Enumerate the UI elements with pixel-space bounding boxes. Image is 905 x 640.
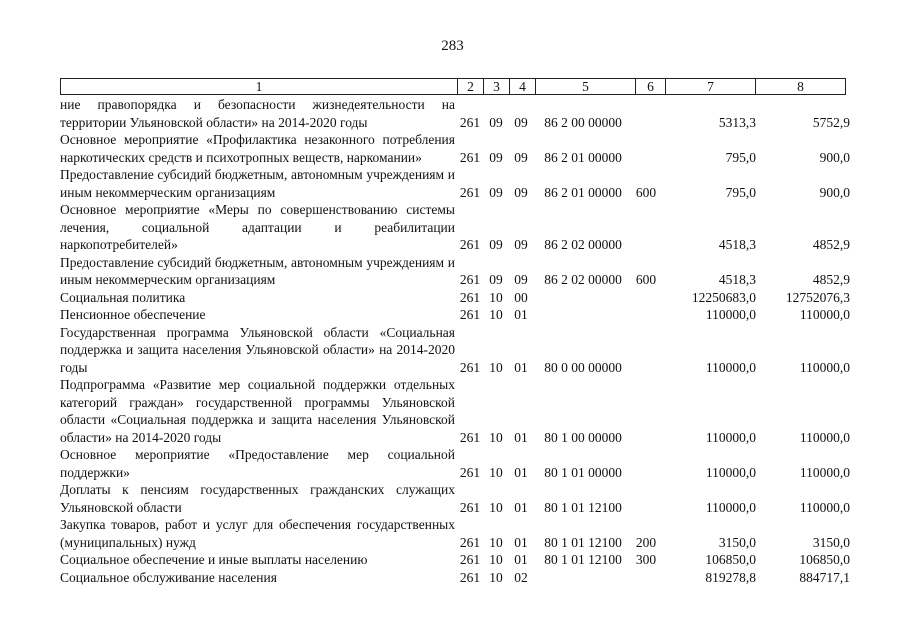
cell-subsection: 02 xyxy=(514,569,528,585)
header-col-4: 4 xyxy=(509,79,535,94)
cell-section: 09 xyxy=(489,237,503,252)
cell-target-article: 80 1 01 12100 xyxy=(544,499,622,515)
row-description: Социальное обеспечение и иные выплаты населению xyxy=(60,552,368,567)
table-row xyxy=(60,569,850,587)
row-description: Закупка товаров, работ и услуг для обеспечения государственных (муниципальных) нужд xyxy=(60,517,455,550)
table-header xyxy=(60,78,846,95)
cell-amount-col8: 110000,0 xyxy=(799,429,850,445)
row-description: Основное мероприятие «Предоставление мер социальной поддержки» xyxy=(60,447,455,480)
cell-expense-type: 600 xyxy=(635,272,657,287)
cell-amount-col7: 4518,3 xyxy=(718,272,756,287)
row-description: Социальное обслуживание населения xyxy=(60,569,277,585)
row-description: Основное мероприятие «Профилактика незаконного потребления наркотических средств и психотропных веществ, наркомании» xyxy=(60,132,455,165)
table-row xyxy=(60,254,850,289)
cell-amount-col8: 5752,9 xyxy=(812,114,850,130)
cell-amount-col7: 110000,0 xyxy=(705,429,756,445)
cell-subsection: 09 xyxy=(514,149,528,165)
row-description: ние правопорядка и безопасности жизнедеятельности на территории Ульяновской области» на 2014-2020 годы xyxy=(60,97,455,130)
cell-expense-type: 300 xyxy=(635,552,657,567)
cell-amount-col7: 5313,3 xyxy=(718,114,756,130)
cell-ministry: 261 xyxy=(459,289,481,305)
cell-expense-type: 200 xyxy=(635,534,657,550)
cell-ministry: 261 xyxy=(459,307,481,322)
cell-amount-col8: 110000,0 xyxy=(799,307,850,322)
cell-section: 10 xyxy=(489,464,503,480)
cell-amount-col7: 110000,0 xyxy=(705,307,756,322)
header-col-7: 7 xyxy=(665,79,755,94)
table-row xyxy=(60,166,850,201)
row-description: Предоставление субсидий бюджетным, автономным учреждениям и иным некоммерческим организациям xyxy=(60,167,455,200)
cell-amount-col8: 110000,0 xyxy=(799,464,850,480)
table-row xyxy=(60,131,850,166)
cell-ministry: 261 xyxy=(459,359,481,375)
cell-ministry: 261 xyxy=(459,464,481,480)
cell-subsection: 09 xyxy=(514,184,528,200)
cell-target-article: 86 2 02 00000 xyxy=(544,237,622,252)
row-description: Пенсионное обеспечение xyxy=(60,307,206,322)
header-col-3: 3 xyxy=(483,79,509,94)
cell-ministry: 261 xyxy=(459,237,481,252)
cell-ministry: 261 xyxy=(459,184,481,200)
cell-section: 10 xyxy=(489,307,503,322)
cell-amount-col8: 12752076,3 xyxy=(785,289,850,305)
cell-amount-col8: 3150,0 xyxy=(812,534,850,550)
cell-section: 10 xyxy=(489,429,503,445)
cell-section: 10 xyxy=(489,552,503,567)
cell-amount-col8: 110000,0 xyxy=(799,499,850,515)
row-description: Государственная программа Ульяновской области «Социальная поддержка и защита населения Ульяновской области» на 2014-2020 годы xyxy=(60,324,455,375)
row-description: Социальная политика xyxy=(60,289,186,305)
table-row xyxy=(60,551,850,569)
cell-subsection: 01 xyxy=(514,499,528,515)
cell-amount-col7: 12250683,0 xyxy=(691,289,756,305)
cell-amount-col8: 900,0 xyxy=(819,149,850,165)
cell-amount-col7: 110000,0 xyxy=(705,359,756,375)
cell-amount-col8: 900,0 xyxy=(819,184,850,200)
cell-subsection: 01 xyxy=(514,552,528,567)
cell-target-article: 86 2 01 00000 xyxy=(544,149,622,165)
cell-amount-col8: 884717,1 xyxy=(799,569,850,585)
cell-amount-col8: 110000,0 xyxy=(799,359,850,375)
cell-amount-col7: 4518,3 xyxy=(718,237,756,252)
table-row xyxy=(60,446,850,481)
cell-section: 10 xyxy=(489,359,503,375)
cell-target-article: 80 1 01 00000 xyxy=(544,464,622,480)
cell-amount-col7: 819278,8 xyxy=(705,569,756,585)
table-row xyxy=(60,201,850,254)
cell-amount-col7: 795,0 xyxy=(725,184,756,200)
cell-subsection: 01 xyxy=(514,359,528,375)
cell-target-article: 80 1 01 12100 xyxy=(544,534,622,550)
row-description: Основное мероприятие «Меры по совершенствованию системы лечения, социальной адаптации и реабилитации наркопотребителей» xyxy=(60,202,455,252)
cell-subsection: 01 xyxy=(514,534,528,550)
table-row xyxy=(60,96,850,131)
cell-subsection: 09 xyxy=(514,114,528,130)
cell-target-article: 80 0 00 00000 xyxy=(544,359,622,375)
page-number: 283 xyxy=(441,38,464,54)
cell-subsection: 01 xyxy=(514,307,528,322)
row-description: Подпрограмма «Развитие мер социальной поддержки отдельных категорий граждан» государственной программы Ульяновской области «Социальная поддержка и защита населения Ульяновской области» на 2014-2020 годы xyxy=(60,377,455,445)
cell-section: 09 xyxy=(489,114,503,130)
table-row xyxy=(60,516,850,551)
table-row xyxy=(60,324,850,377)
cell-ministry: 261 xyxy=(459,569,481,585)
header-col-5: 5 xyxy=(535,79,635,94)
cell-subsection: 01 xyxy=(514,429,528,445)
cell-target-article: 86 2 02 00000 xyxy=(544,272,622,287)
row-description: Доплаты к пенсиям государственных гражданских служащих Ульяновской области xyxy=(60,482,455,515)
cell-section: 10 xyxy=(489,569,503,585)
cell-ministry: 261 xyxy=(459,499,481,515)
cell-amount-col7: 110000,0 xyxy=(705,464,756,480)
cell-section: 10 xyxy=(489,289,503,305)
header-col-1: 1 xyxy=(255,79,263,94)
table-body xyxy=(60,96,850,586)
header-col-2: 2 xyxy=(457,79,483,94)
cell-target-article: 80 1 00 00000 xyxy=(544,429,622,445)
cell-section: 10 xyxy=(489,534,503,550)
cell-subsection: 01 xyxy=(514,464,528,480)
cell-amount-col7: 795,0 xyxy=(725,149,756,165)
table-row xyxy=(60,376,850,446)
cell-amount-col7: 3150,0 xyxy=(718,534,756,550)
cell-amount-col8: 106850,0 xyxy=(799,552,850,567)
cell-ministry: 261 xyxy=(459,149,481,165)
cell-subsection: 09 xyxy=(514,237,528,252)
cell-ministry: 261 xyxy=(459,534,481,550)
header-col-6: 6 xyxy=(635,79,665,94)
table-row xyxy=(60,481,850,516)
cell-ministry: 261 xyxy=(459,272,481,287)
cell-target-article: 86 2 00 00000 xyxy=(544,114,622,130)
cell-ministry: 261 xyxy=(459,114,481,130)
table-row xyxy=(60,289,850,307)
cell-amount-col8: 4852,9 xyxy=(812,237,850,252)
cell-amount-col7: 106850,0 xyxy=(705,552,756,567)
cell-section: 09 xyxy=(489,272,503,287)
cell-subsection: 09 xyxy=(514,272,528,287)
cell-amount-col7: 110000,0 xyxy=(705,499,756,515)
cell-amount-col8: 4852,9 xyxy=(812,272,850,287)
cell-target-article: 80 1 01 12100 xyxy=(544,552,622,567)
cell-target-article: 86 2 01 00000 xyxy=(544,184,622,200)
table-row xyxy=(60,306,850,324)
cell-section: 09 xyxy=(489,184,503,200)
cell-expense-type: 600 xyxy=(635,184,657,200)
cell-ministry: 261 xyxy=(459,429,481,445)
cell-section: 09 xyxy=(489,149,503,165)
header-col-8: 8 xyxy=(755,79,845,94)
row-description: Предоставление субсидий бюджетным, автономным учреждениям и иным некоммерческим организациям xyxy=(60,254,455,287)
cell-section: 10 xyxy=(489,499,503,515)
cell-subsection: 00 xyxy=(514,289,528,305)
cell-ministry: 261 xyxy=(459,552,481,567)
